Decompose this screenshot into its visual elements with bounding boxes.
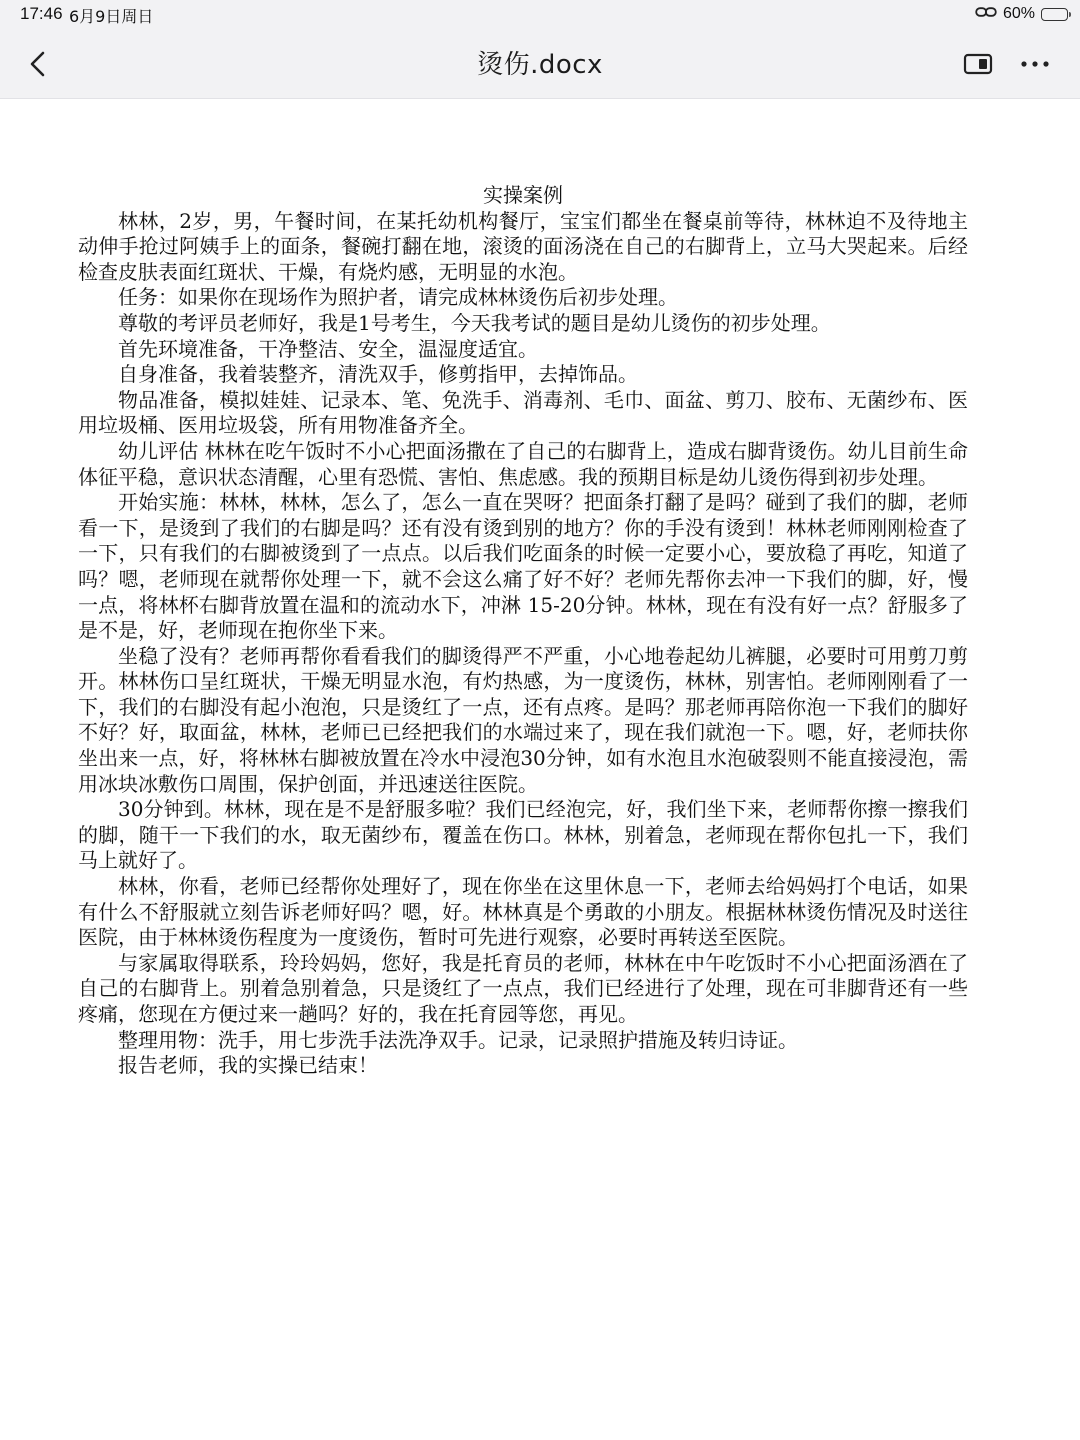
paragraph-family-contact: 与家属取得联系，玲玲妈妈，您好，我是托育员的老师，林林在中午吃饭时不小心把面汤酒在了自己的右脚背上。别着急别着急，只是烫红了一点点，我们已经进行了处理，现在可非脚背还有一些疼痛，您现在方便过来一趟吗？好的，我在托育园等您，再见。 [78,950,968,1026]
battery-percent: 60% [1002,5,1035,22]
paragraph-task: 任务：如果你在现场作为照护者，请完成林林烫伤后初步处理。 [118,285,678,310]
paragraph-soaking: 坐稳了没有？老师再帮你看看我们的脚烫得严不严重，小心地卷起幼儿裤腿，必要时可用剪刀剪开。林林伤口呈红斑状，干燥无明显水泡，有灼热感，为一度烫伤，林林，别害怕。老师刚刚看了一下，我们的右脚没有起小泡泡，只是烫红了一点，还有点疼。是吗？那老师再陪你泡一下我们的脚好不好？好，取面盆，林林，老师已已经把我们的水端过来了，现在我们就泡一下。嗯，好，老师扶你坐出来一点，好，将林林右脚被放置在冷水中浸泡30分钟，如有水泡且水泡破裂则不能直接浸泡，需用冰块冰敷伤口周围，保护创面，并迅速送往医院。 [78,643,968,796]
more-button[interactable] [1016,50,1054,78]
paragraph-self-prep: 自身准备，我着装整齐，清洗双手，修剪指甲，去掉饰品。 [118,362,638,387]
more-icon [1020,60,1050,68]
document-page [78,183,968,1079]
document-title: 烫伤.docx [477,50,603,80]
paragraph-materials: 物品准备，模拟娃娃、记录本、笔、免洗手、消毒剂、毛巾、面盆、剪刀、胶布、无菌纱布、医用垃圾桶、医用垃圾袋，所有用物准备齐全。 [78,387,968,438]
status-time: 17:46 [20,4,63,23]
link-icon [975,5,997,24]
paragraph-environment: 首先环境准备，干净整洁、安全，温湿度适宜。 [118,336,538,361]
paragraph-greeting: 尊敬的考评员老师好，我是1号考生，今天我考试的题目是幼儿烫伤的初步处理。 [118,310,831,335]
paragraph-follow-up: 林林，你看，老师已经帮你处理好了，现在你坐在这里休息一下，老师去给妈妈打个电话，如果有什么不舒服就立刻告诉老师好吗？嗯，好。林林真是个勇敢的小朋友。根据林林烫伤情况及时送往医院，由于林林烫伤程度为一度烫伤，暂时可先进行观察，必要时再转送至医院。 [78,874,968,950]
reader-mode-button[interactable] [962,50,994,78]
paragraph-dressing: 30分钟到。林林，现在是不是舒服多啦？我们已经泡完，好，我们坐下来，老师帮你擦一擦我们的脚，随干一下我们的水，取无菌纱布，覆盖在伤口。林林，别着急，老师现在帮你包扎一下，我们马上就好了。 [78,797,968,873]
paragraph-implementation: 开始实施：林林，林林，怎么了，怎么一直在哭呀？把面条打翻了是吗？碰到了我们的脚，老师看一下，是烫到了我们的右脚是吗？还有没有烫到别的地方？你的手没有烫到！林林老师刚刚检查了一下，只有我们的右脚被烫到了一点点。以后我们吃面条的时候一定要小心，要放稳了再吃，知道了吗？嗯，老师现在就帮你处理一下，就不会这么痛了好不好？老师先帮你去冲一下我们的脚，好，慢一点，将林杯右脚背放置在温和的流动水下，冲淋 15-20分钟。林林，现在有没有好一点？舒服多了是不是，好，老师现在抱你坐下来。 [78,490,968,643]
status-indicators [975,3,1068,25]
reader-mode-icon [963,52,993,76]
paragraph-cleanup: 整理用物：洗手，用七步洗手法洗净双手。记录，记录照护措施及转归诗证。 [118,1027,798,1052]
paragraph-assessment: 幼儿评估 林林在吃午饭时不小心把面汤撒在了自己的右脚背上，造成右脚背烫伤。幼儿目前生命体征平稳，意识状态清醒，心里有恐慌、害怕、焦虑感。我的预期目标是幼儿烫伤得到初步处理。 [78,438,968,489]
paragraph-case-intro: 林林，2岁，男，午餐时间，在某托幼机构餐厅，宝宝们都坐在餐桌前等待，林林迫不及待地主动伸手抢过阿姨手上的面条，餐碗打翻在地，滚烫的面汤浇在自己的右脚背上，立马大哭起来。后经检查皮肤表面红斑状、干燥，有烧灼感，无明显的水泡。 [78,208,968,284]
document-heading: 实操案例 [483,183,563,207]
battery-icon [1041,8,1068,21]
top-bar [0,0,1080,99]
status-date: 6月9日周日 [69,7,154,26]
paragraph-report: 报告老师，我的实操已结束！ [118,1053,378,1078]
